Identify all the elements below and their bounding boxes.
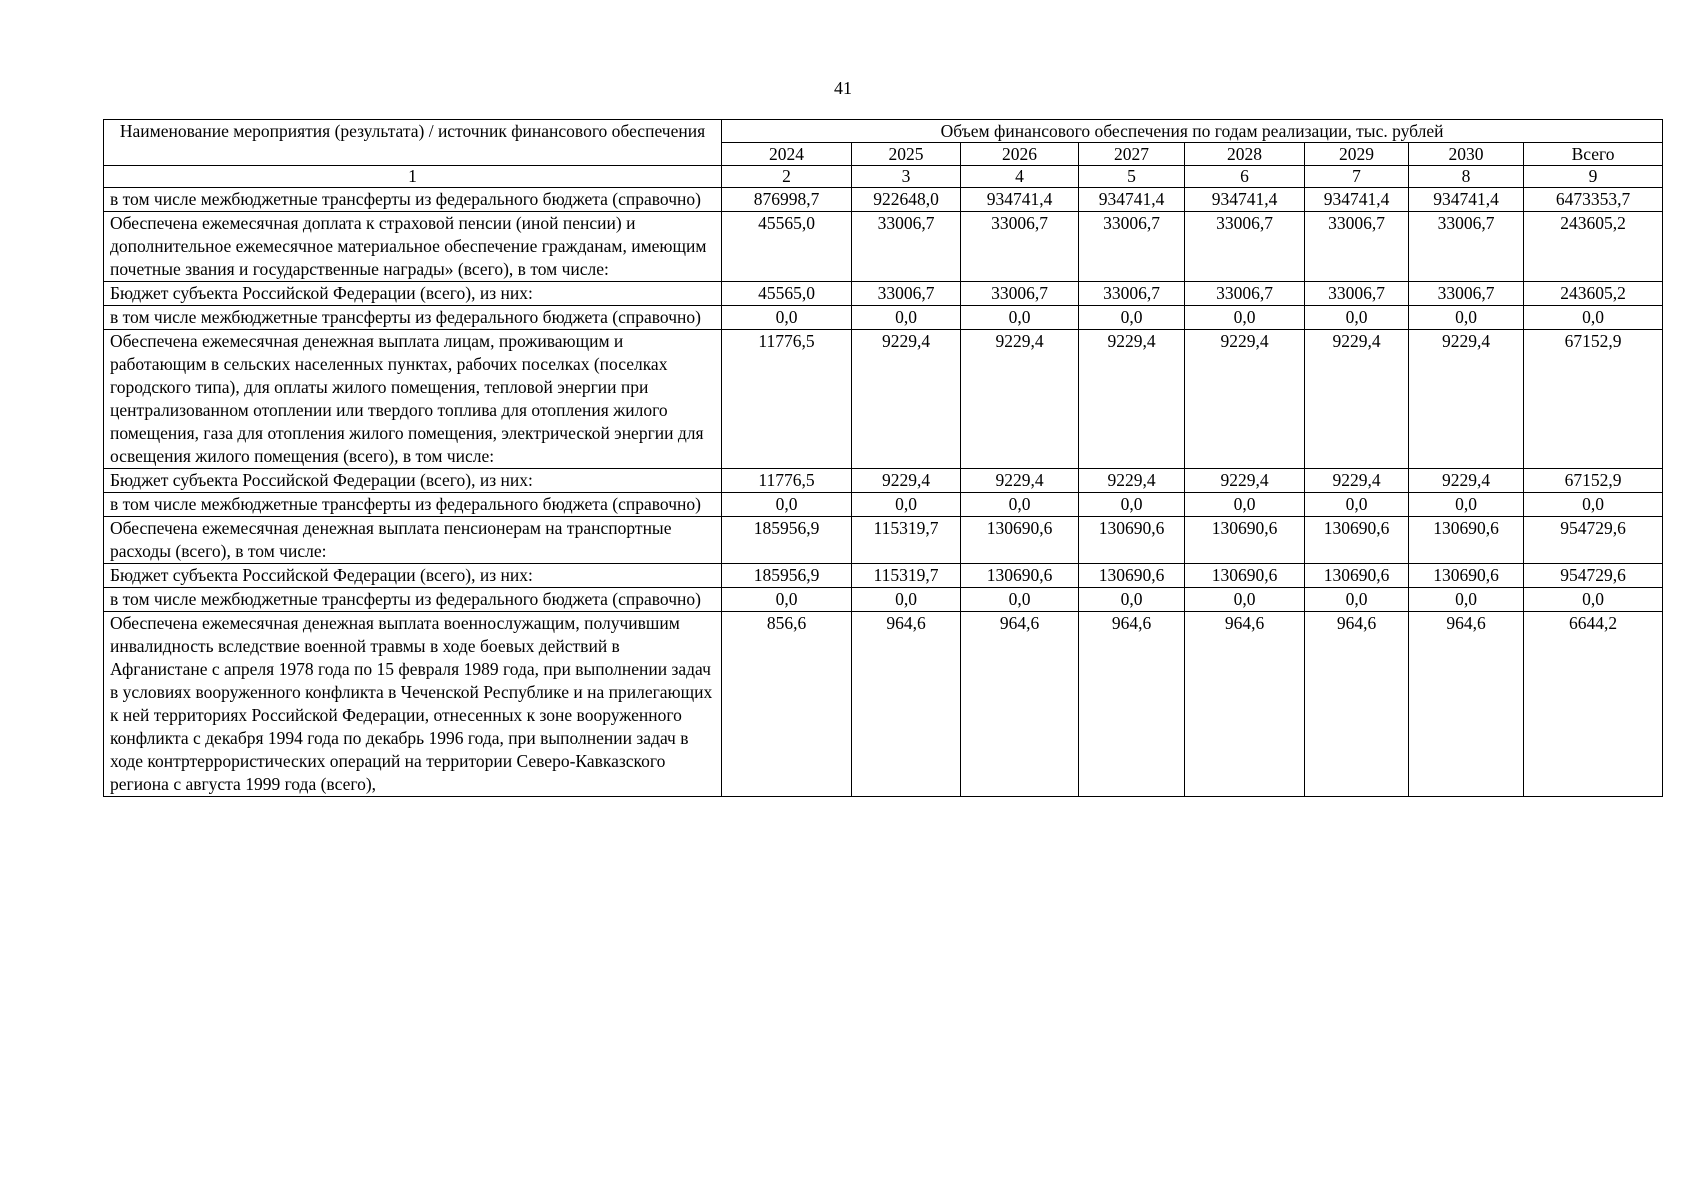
row-value-cell: 130690,6: [1305, 517, 1409, 564]
row-value-cell: 33006,7: [1185, 282, 1305, 306]
table-row: [104, 306, 1663, 330]
row-total-cell: 954729,6: [1524, 517, 1663, 564]
table-row: [104, 612, 1663, 797]
row-value-cell: 11776,5: [722, 330, 852, 469]
row-value-cell: 934741,4: [1305, 188, 1409, 212]
row-value-cell: 0,0: [1079, 306, 1185, 330]
row-value-cell: 130690,6: [1079, 517, 1185, 564]
row-value-cell: 934741,4: [1185, 188, 1305, 212]
row-value-cell: 130690,6: [961, 517, 1079, 564]
year-header: 2026: [961, 143, 1079, 166]
row-value-cell: 964,6: [1079, 612, 1185, 797]
row-value-cell: 0,0: [852, 306, 961, 330]
table-row: [104, 330, 1663, 469]
row-value-cell: 0,0: [1409, 306, 1524, 330]
row-value-cell: 934741,4: [961, 188, 1079, 212]
row-value-cell: 0,0: [852, 588, 961, 612]
row-value-cell: 0,0: [722, 588, 852, 612]
row-value-cell: 45565,0: [722, 212, 852, 282]
column-index: 2: [722, 166, 852, 188]
row-value-cell: 11776,5: [722, 469, 852, 493]
year-header: 2027: [1079, 143, 1185, 166]
row-name-cell: Бюджет субъекта Российской Федерации (всего), из них:: [104, 282, 722, 306]
row-value-cell: 33006,7: [961, 282, 1079, 306]
row-total-cell: 6473353,7: [1524, 188, 1663, 212]
year-header: 2025: [852, 143, 961, 166]
row-value-cell: 0,0: [961, 493, 1079, 517]
row-total-cell: 67152,9: [1524, 469, 1663, 493]
row-value-cell: 33006,7: [852, 212, 961, 282]
row-value-cell: 9229,4: [1185, 469, 1305, 493]
table-body: [104, 188, 1663, 797]
row-value-cell: 0,0: [722, 306, 852, 330]
table-row: [104, 564, 1663, 588]
row-value-cell: 964,6: [852, 612, 961, 797]
row-name-cell: Бюджет субъекта Российской Федерации (всего), из них:: [104, 564, 722, 588]
row-value-cell: 130690,6: [1305, 564, 1409, 588]
row-value-cell: 0,0: [722, 493, 852, 517]
row-value-cell: 9229,4: [1079, 330, 1185, 469]
total-header: Всего: [1524, 143, 1663, 166]
row-value-cell: 130690,6: [1409, 564, 1524, 588]
row-value-cell: 964,6: [1305, 612, 1409, 797]
row-value-cell: 876998,7: [722, 188, 852, 212]
row-value-cell: 115319,7: [852, 517, 961, 564]
row-name-cell: Обеспечена ежемесячная денежная выплата лицам, проживающим и работающим в сельских населенных пунктах, рабочих поселках (поселках городского типа), для оплаты жилого помещения, тепловой энергии при централизованном отоплении или твердого топлива для отопления жилого помещения, газа для отопления жилого помещения, электрической энергии для освещения жилого помещения (всего), в том числе:: [104, 330, 722, 469]
row-value-cell: 9229,4: [1409, 330, 1524, 469]
row-value-cell: 185956,9: [722, 564, 852, 588]
row-value-cell: 9229,4: [1305, 330, 1409, 469]
year-header: 2028: [1185, 143, 1305, 166]
name-column-header: Наименование мероприятия (результата) / источник финансового обеспечения: [104, 120, 722, 166]
year-header: 2024: [722, 143, 852, 166]
row-value-cell: 964,6: [1185, 612, 1305, 797]
row-value-cell: 33006,7: [852, 282, 961, 306]
row-total-cell: 243605,2: [1524, 282, 1663, 306]
row-total-cell: 0,0: [1524, 493, 1663, 517]
row-value-cell: 33006,7: [1409, 282, 1524, 306]
row-value-cell: 9229,4: [1185, 330, 1305, 469]
row-value-cell: 0,0: [1079, 493, 1185, 517]
row-value-cell: 33006,7: [1409, 212, 1524, 282]
row-value-cell: 33006,7: [961, 212, 1079, 282]
row-value-cell: 0,0: [852, 493, 961, 517]
row-value-cell: 33006,7: [1079, 212, 1185, 282]
column-index: 1: [104, 166, 722, 188]
row-value-cell: 0,0: [1409, 493, 1524, 517]
row-value-cell: 130690,6: [961, 564, 1079, 588]
row-value-cell: 130690,6: [1079, 564, 1185, 588]
column-index: 7: [1305, 166, 1409, 188]
column-index-row: [104, 166, 1663, 188]
row-name-cell: Обеспечена ежемесячная денежная выплата пенсионерам на транспортные расходы (всего), в том числе:: [104, 517, 722, 564]
row-value-cell: 33006,7: [1079, 282, 1185, 306]
row-total-cell: 0,0: [1524, 306, 1663, 330]
row-total-cell: 954729,6: [1524, 564, 1663, 588]
table-row: [104, 212, 1663, 282]
row-name-cell: в том числе межбюджетные трансферты из федерального бюджета (справочно): [104, 188, 722, 212]
row-value-cell: 9229,4: [852, 330, 961, 469]
row-name-cell: Обеспечена ежемесячная денежная выплата военнослужащим, получившим инвалидность вследствие военной травмы в ходе боевых действий в Афганистане с апреля 1978 года по 15 февраля 1989 года, при выполнении задач в условиях вооруженного конфликта в Чеченской Республике и на прилегающих к ней территориях Российской Федерации, отнесенных к зоне вооруженного конфликта с декабря 1994 года по декабрь 1996 года, при выполнении задач в ходе контртеррористических операций на территории Северо-Кавказского региона с августа 1999 года (всего),: [104, 612, 722, 797]
row-value-cell: 856,6: [722, 612, 852, 797]
row-value-cell: 0,0: [961, 306, 1079, 330]
column-index: 6: [1185, 166, 1305, 188]
column-index: 8: [1409, 166, 1524, 188]
row-value-cell: 33006,7: [1305, 282, 1409, 306]
row-value-cell: 934741,4: [1409, 188, 1524, 212]
row-value-cell: 9229,4: [961, 330, 1079, 469]
row-value-cell: 33006,7: [1185, 212, 1305, 282]
row-value-cell: 964,6: [961, 612, 1079, 797]
table-row: [104, 493, 1663, 517]
row-value-cell: 0,0: [1409, 588, 1524, 612]
row-total-cell: 0,0: [1524, 588, 1663, 612]
table-row: [104, 282, 1663, 306]
table-row: [104, 517, 1663, 564]
row-total-cell: 243605,2: [1524, 212, 1663, 282]
column-index: 4: [961, 166, 1079, 188]
column-index: 5: [1079, 166, 1185, 188]
row-value-cell: 0,0: [1305, 306, 1409, 330]
row-value-cell: 45565,0: [722, 282, 852, 306]
table-row: [104, 588, 1663, 612]
row-value-cell: 9229,4: [1079, 469, 1185, 493]
row-value-cell: 0,0: [1079, 588, 1185, 612]
row-value-cell: 130690,6: [1409, 517, 1524, 564]
year-header: 2030: [1409, 143, 1524, 166]
table-row: [104, 188, 1663, 212]
table-header-row: [104, 120, 1663, 143]
row-value-cell: 9229,4: [961, 469, 1079, 493]
row-value-cell: 0,0: [1185, 306, 1305, 330]
year-header: 2029: [1305, 143, 1409, 166]
row-name-cell: в том числе межбюджетные трансферты из федерального бюджета (справочно): [104, 493, 722, 517]
row-value-cell: 130690,6: [1185, 517, 1305, 564]
row-value-cell: 922648,0: [852, 188, 961, 212]
row-total-cell: 67152,9: [1524, 330, 1663, 469]
row-name-cell: в том числе межбюджетные трансферты из федерального бюджета (справочно): [104, 306, 722, 330]
row-total-cell: 6644,2: [1524, 612, 1663, 797]
page-number: 41: [834, 78, 852, 98]
volume-column-header: Объем финансового обеспечения по годам реализации, тыс. рублей: [722, 120, 1663, 143]
row-value-cell: 130690,6: [1185, 564, 1305, 588]
row-value-cell: 0,0: [1185, 493, 1305, 517]
row-value-cell: 0,0: [1305, 493, 1409, 517]
row-name-cell: в том числе межбюджетные трансферты из федерального бюджета (справочно): [104, 588, 722, 612]
row-value-cell: 9229,4: [852, 469, 961, 493]
row-value-cell: 964,6: [1409, 612, 1524, 797]
row-value-cell: 9229,4: [1409, 469, 1524, 493]
financing-table: [103, 119, 1663, 797]
row-value-cell: 115319,7: [852, 564, 961, 588]
column-index: 9: [1524, 166, 1663, 188]
row-value-cell: 33006,7: [1305, 212, 1409, 282]
row-name-cell: Бюджет субъекта Российской Федерации (всего), из них:: [104, 469, 722, 493]
row-value-cell: 185956,9: [722, 517, 852, 564]
table-row: [104, 469, 1663, 493]
row-value-cell: 9229,4: [1305, 469, 1409, 493]
row-value-cell: 0,0: [961, 588, 1079, 612]
row-value-cell: 934741,4: [1079, 188, 1185, 212]
row-name-cell: Обеспечена ежемесячная доплата к страховой пенсии (иной пенсии) и дополнительное ежемесячное материальное обеспечение гражданам, имеющим почетные звания и государственные награды» (всего), в том числе:: [104, 212, 722, 282]
row-value-cell: 0,0: [1185, 588, 1305, 612]
row-value-cell: 0,0: [1305, 588, 1409, 612]
column-index: 3: [852, 166, 961, 188]
